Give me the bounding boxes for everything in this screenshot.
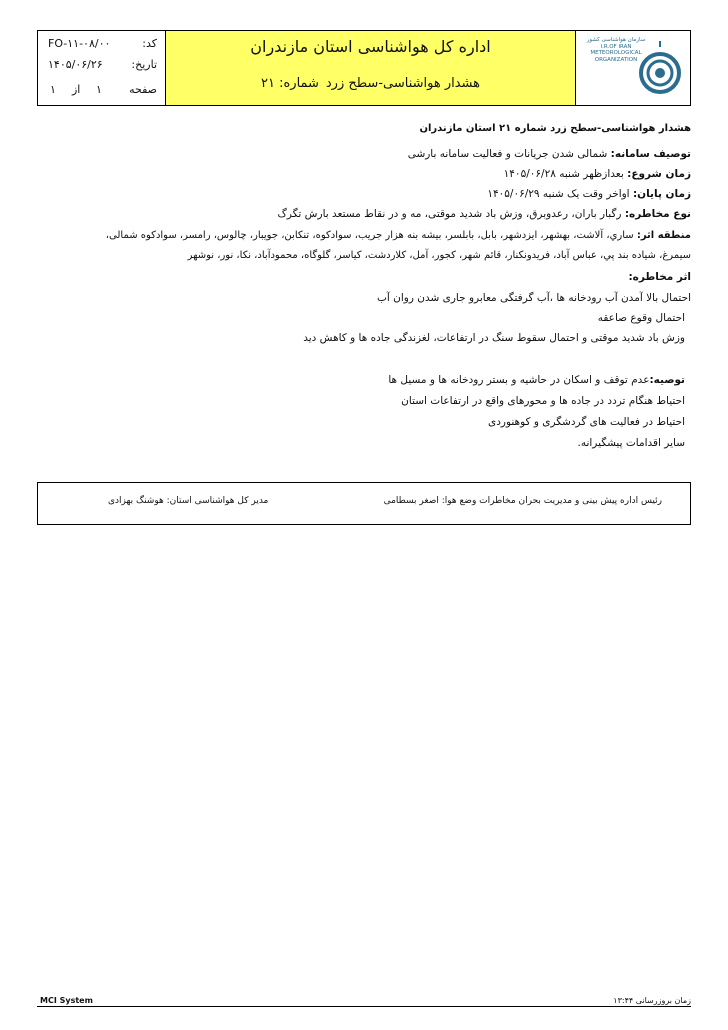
advice-item: سایر اقدامات پیشگیرانه. bbox=[577, 437, 685, 449]
advice-item: احتیاط هنگام تردد در جاده ها و محورهای واقع در ارتفاعات استان bbox=[401, 395, 685, 407]
end-label: زمان پایان: bbox=[632, 188, 691, 200]
system-name: MCI System bbox=[40, 996, 93, 1005]
page-of: از bbox=[72, 83, 81, 96]
effects-label: اثر مخاطره: bbox=[628, 271, 691, 283]
area-line-2: سیمرغ، شیاده بند پي، عباس آباد، فریدونکنار، قائم شهر، کجور، آمل، کلاردشت، کیاسر، گلوگاه، محمودآباد، نکا، نور، نوشهر bbox=[187, 250, 691, 261]
area-value-1: ساري، آلاشت، بهشهر، ایزدشهر، بابل، بابلسر، بیشه بنه هزار جریب، سوادکوه، تنکابن، جویبار، چالوس، رامسر، سوادکوه شمالی، bbox=[105, 230, 637, 241]
logo-text: سازمان هواشناسی کشور I.R.OF IRAN METEOROLOGICAL ORGANIZATION bbox=[586, 37, 646, 63]
code-label: کد: bbox=[142, 37, 157, 50]
effect-item: وزش باد شدید موقتی و احتمال سقوط سنگ در ارتفاعات، لغزندگی جاده ها و کاهش دید bbox=[303, 332, 685, 344]
date-value: ۱۴۰۵/۰۶/۲۶ bbox=[48, 58, 103, 71]
forecast-head-signature: رئیس اداره پیش بینی و مدیریت بحران مخاطرات وضع هوا: اصغر بسطامی bbox=[383, 496, 662, 506]
code-value: FO-۱۱-۰۸/۰۰ bbox=[48, 37, 111, 50]
advice-item: احتیاط در فعالیت های گردشگری و کوهنوردی bbox=[487, 416, 685, 428]
hazard-line bbox=[277, 208, 691, 220]
footer-divider bbox=[37, 1006, 691, 1007]
effect-item: احتمال بالا آمدن آب رودخانه ها ،آب گرفتگی معابرو جاری شدن روان آب bbox=[377, 292, 691, 304]
update-value: ۱۳:۴۴ bbox=[613, 996, 634, 1005]
hazard-value: رگبار باران، رعدوبرق، وزش باد شدید موقتی، مه و در نقاط مستعد بارش تگرگ bbox=[277, 208, 625, 220]
title-cell bbox=[165, 31, 575, 105]
advice-item: عدم توقف و اسکان در حاشیه و بستر رودخانه ها و مسیل ها bbox=[388, 374, 650, 386]
advice-label: توصیه: bbox=[649, 374, 685, 386]
effect-item: احتمال وقوع صاعقه bbox=[597, 312, 685, 324]
system-label: توصیف سامانه: bbox=[610, 148, 691, 160]
logo-cell bbox=[575, 31, 690, 105]
page-current: ۱ bbox=[96, 83, 102, 96]
director-signature: مدیر کل هواشناسی استان: هوشنگ بهزادی bbox=[108, 496, 269, 506]
end-value: اواخر وقت یک شنبه ۱۴۰۵/۰۶/۲۹ bbox=[487, 188, 633, 200]
update-label: زمان بروزرسانی bbox=[635, 996, 691, 1005]
start-line bbox=[504, 168, 691, 180]
hazard-label: نوع مخاطره: bbox=[624, 208, 691, 220]
advice-line bbox=[388, 374, 685, 386]
page-label: صفحه bbox=[129, 83, 157, 96]
start-label: زمان شروع: bbox=[627, 168, 691, 180]
update-time bbox=[613, 996, 691, 1005]
area-line bbox=[106, 230, 691, 241]
warning-number: شماره: ۲۱ bbox=[261, 76, 319, 91]
signature-box bbox=[37, 482, 691, 525]
system-line bbox=[408, 148, 691, 160]
document-header bbox=[37, 30, 691, 106]
page-total: ۱ bbox=[50, 83, 56, 96]
org-title: اداره کل هواشناسی استان مازندران bbox=[250, 37, 491, 56]
system-value: شمالی شدن جریانات و فعالیت سامانه بارشی bbox=[407, 148, 611, 160]
date-label: تاریخ: bbox=[131, 58, 157, 71]
start-value: بعدازظهر شنبه ۱۴۰۵/۰۶/۲۸ bbox=[503, 168, 628, 180]
area-label: منطقه اثر: bbox=[636, 230, 691, 241]
warning-heading: هشدار هواشناسی-سطح زرد شماره ۲۱ استان مازندران bbox=[419, 123, 691, 134]
end-line bbox=[487, 188, 691, 200]
code-cell bbox=[38, 31, 165, 105]
warning-subtitle: هشدار هواشناسی-سطح زرد bbox=[325, 76, 480, 91]
